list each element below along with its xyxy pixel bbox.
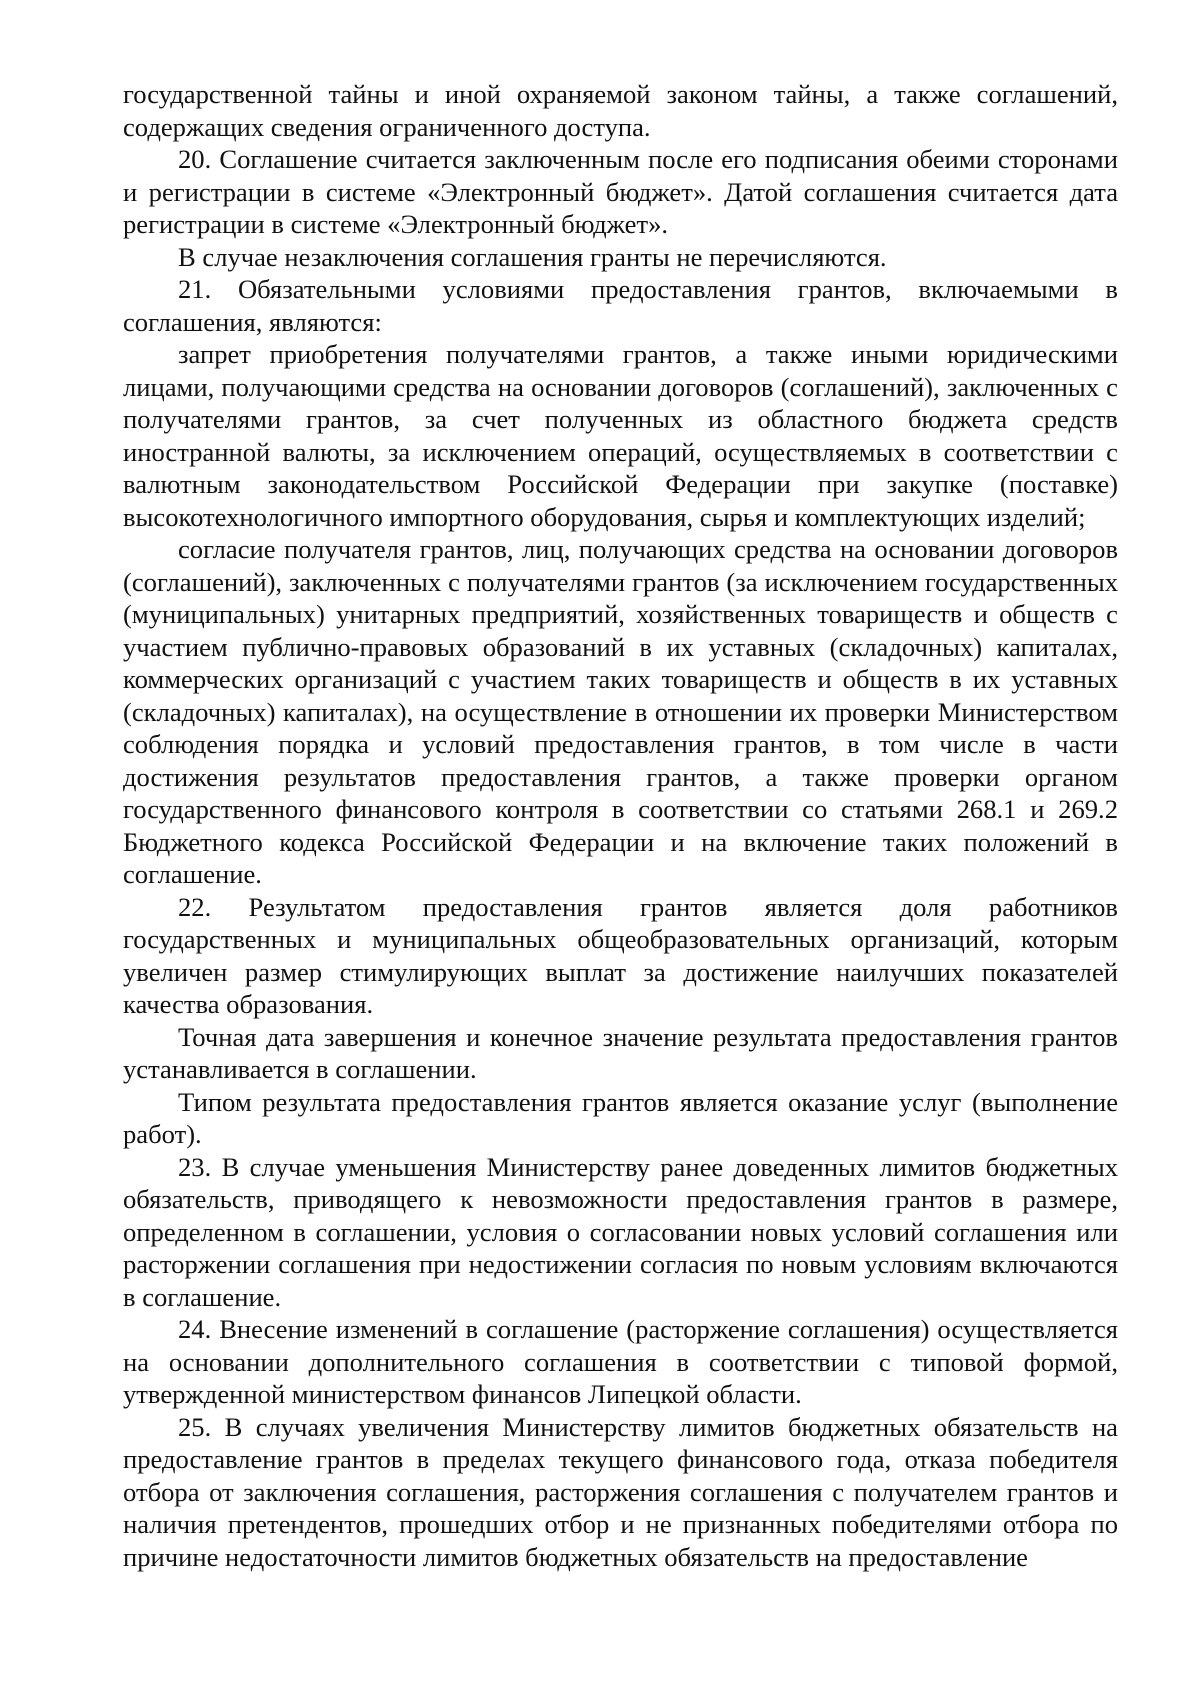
paragraph-grant-not-transferred: В случае незаключения соглашения гранты не перечисляются. bbox=[178, 241, 887, 272]
paragraph-consent-to-audit: согласие получателя грантов, лиц, получающих средства на основании договоров (соглашений), заключенных с получателями грантов (за исключением государственных (муниципальных) унитарных предприятий, хозяйственных товариществ и обществ с участием публично-правовых образований в их уставных (складочных) капиталах, коммерческих организаций с участием таких товариществ и обществ в их уставных (складочных) капиталах), на осуществление в отношении их проверки Министерством соблюдения порядка и условий предоставления грантов, в том числе в части достижения результатов предоставления грантов, а также проверки органом государственного финансового контроля в соответствии со статьями 268.1 и 269.2 Бюджетного кодекса Российской Федерации и на включение таких положений в соглашение. bbox=[123, 534, 1118, 889]
paragraph-continuation: государственной тайны и иной охраняемой законом тайны, а также соглашений, содержащих сведения ограниченного доступа. bbox=[123, 79, 1118, 142]
paragraph-item-23: 23. В случае уменьшения Министерству ранее доведенных лимитов бюджетных обязательств, приводящего к невозможности предоставления грантов в размере, определенном в соглашении, условия о согласовании новых условий соглашения или расторжении соглашения при недостижении согласия по новым условиям включаются в соглашение. bbox=[123, 1151, 1118, 1312]
paragraph-result-type: Типом результата предоставления грантов является оказание услуг (выполнение работ). bbox=[123, 1086, 1118, 1149]
paragraph-result-date: Точная дата завершения и конечное значение результата предоставления грантов устанавливается в соглашении. bbox=[123, 1021, 1118, 1084]
paragraph-item-21: 21. Обязательными условиями предоставления грантов, включаемыми в соглашения, являются: bbox=[123, 274, 1118, 337]
paragraph-item-22: 22. Результатом предоставления грантов является доля работников государственных и муниципальных общеобразовательных организаций, которым увеличен размер стимулирующих выплат за достижение наилучших показателей качества образования. bbox=[123, 891, 1118, 1019]
paragraph-item-20: 20. Соглашение считается заключенным после его подписания обеими сторонами и регистрации в системе «Электронный бюджет». Датой соглашения считается дата регистрации в системе «Электронный бюджет». bbox=[123, 144, 1118, 239]
paragraph-item-24: 24. Внесение изменений в соглашение (расторжение соглашения) осуществляется на основании дополнительного соглашения в соответствии с типовой формой, утвержденной министерством финансов Липецкой области. bbox=[123, 1314, 1118, 1409]
document-body bbox=[123, 78, 1118, 1573]
paragraph-item-25: 25. В случаях увеличения Министерству лимитов бюджетных обязательств на предоставление грантов в пределах текущего финансового года, отказа победителя отбора от заключения соглашения, расторжения соглашения с получателем грантов и наличия претендентов, прошедших отбор и не признанных победителями отбора по причине недостаточности лимитов бюджетных обязательств на предоставление bbox=[123, 1411, 1118, 1572]
paragraph-currency-ban: запрет приобретения получателями грантов, а также иными юридическими лицами, получающими средства на основании договоров (соглашений), заключенных с получателями грантов, за счет полученных из областного бюджета средств иностранной валюты, за исключением операций, осуществляемых в соответствии с валютным законодательством Российской Федерации при закупке (поставке) высокотехнологичного импортного оборудования, сырья и комплектующих изделий; bbox=[123, 339, 1118, 532]
